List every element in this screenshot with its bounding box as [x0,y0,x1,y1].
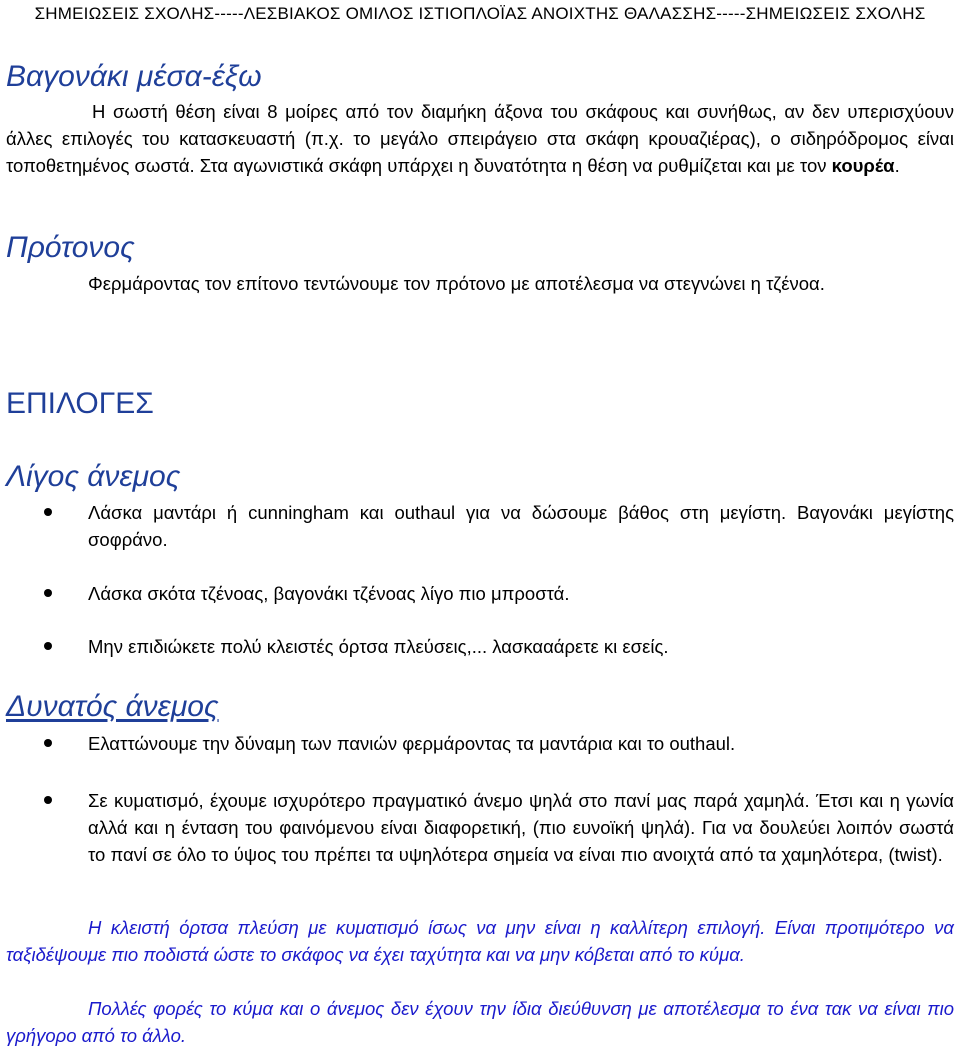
section-title-options: ΕΠΙΛΟΓΕΣ [6,387,154,420]
bullet-dot [43,641,54,652]
light-wind-bullet-3: Μην επιδιώκετε πολύ κλειστές όρτσα πλεύσεις,... λασκααάρετε κι εσείς. [88,636,669,657]
section-title-strong-wind: Δυνατός άνεμος [6,690,219,723]
section-title-traveller: Βαγονάκι μέσα-έξω [6,60,262,93]
light-wind-bullet-2: Λάσκα σκότα τζένοας, βαγονάκι τζένοας λίγο πιο μπροστά. [88,583,570,604]
strong-wind-bullet-2: Σε κυματισμό, έχουμε ισχυρότερο πραγματικό άνεμο ψηλά στο πανί μας παρά χαμηλά. Έτσι και η γωνία αλλά και η ένταση του φαινόμενου είναι διαφορετική, (πιο ευνοϊκή ψηλά). Για να δουλεύει λοιπόν σωστά το πανί σε όλο το ύψος του πρέπει τα υψηλότερα σημεία να είναι πιο ανοιχτά από τα χαμηλότερα, (twist). [88,790,954,865]
strong-wind-note-1 [6,914,954,968]
light-wind-bullet-1: Λάσκα μαντάρι ή cunningham και outhaul για να δώσουμε βάθος στη μεγίστη. Βαγονάκι μεγίστης σοφράνο. [88,502,954,550]
bullet-dot [43,507,54,518]
section-title-forestay: Πρότονος [6,231,135,264]
traveller-text-end: . [894,155,900,176]
forestay-paragraph [6,270,954,297]
traveller-keyword: κουρέα [831,155,895,176]
bullet-dot [43,588,54,599]
traveller-text: Η σωστή θέση είναι 8 μοίρες από τον διαμήκη άξονα του σκάφους και συνήθως, αν δεν υπερισχύουν άλλες επιλογές του κατασκευαστή (π.χ. το μεγάλο σπειράγειο στα σκάφη κρουαζιέρας), ο σιδηρόδρομος είναι τοποθετημένος σωστά. Στα αγωνιστικά σκάφη υπάρχει η δυνατότητα η θέση να ρυθμίζεται και με τον [6,101,954,176]
section-title-light-wind: Λίγος άνεμος [6,460,181,493]
bullet-dot [43,795,54,806]
page-header: ΣΗΜΕΙΩΣΕΙΣ ΣΧΟΛΗΣ-----ΛΕΣΒΙΑΚΟΣ ΟΜΙΛΟΣ ΙΣΤΙΟΠΛΟΪΑΣ ΑΝΟΙΧΤΗΣ ΘΑΛΑΣΣΗΣ-----ΣΗΜΕΙΩΣΕΙΣ ΣΧΟΛΗΣ [34,4,926,23]
strong-wind-note-2 [6,995,954,1049]
note-1-text: Η κλειστή όρτσα πλεύση με κυματισμό ίσως να μην είναι η καλλίτερη επιλογή. Είναι προτιμότερο να ταξιδέψουμε πιο ποδιστά ώστε το σκάφος να έχει ταχύτητα και να μην κόβεται από το κύμα. [6,917,954,965]
strong-wind-bullet-1: Ελαττώνουμε την δύναμη των πανιών φερμάροντας τα μαντάρια και το outhaul. [88,733,736,754]
note-2-text: Πολλές φορές το κύμα και ο άνεμος δεν έχουν την ίδια διεύθυνση με αποτέλεσμα το ένα τακ να είναι πιο γρήγορο από το άλλο. [6,998,954,1046]
forestay-text: Φερμάροντας τον επίτονο τεντώνουμε τον πρότονο με αποτέλεσμα να στεγνώνει η τζένοα. [88,273,825,294]
traveller-paragraph [6,98,954,179]
bullet-dot [43,738,54,749]
